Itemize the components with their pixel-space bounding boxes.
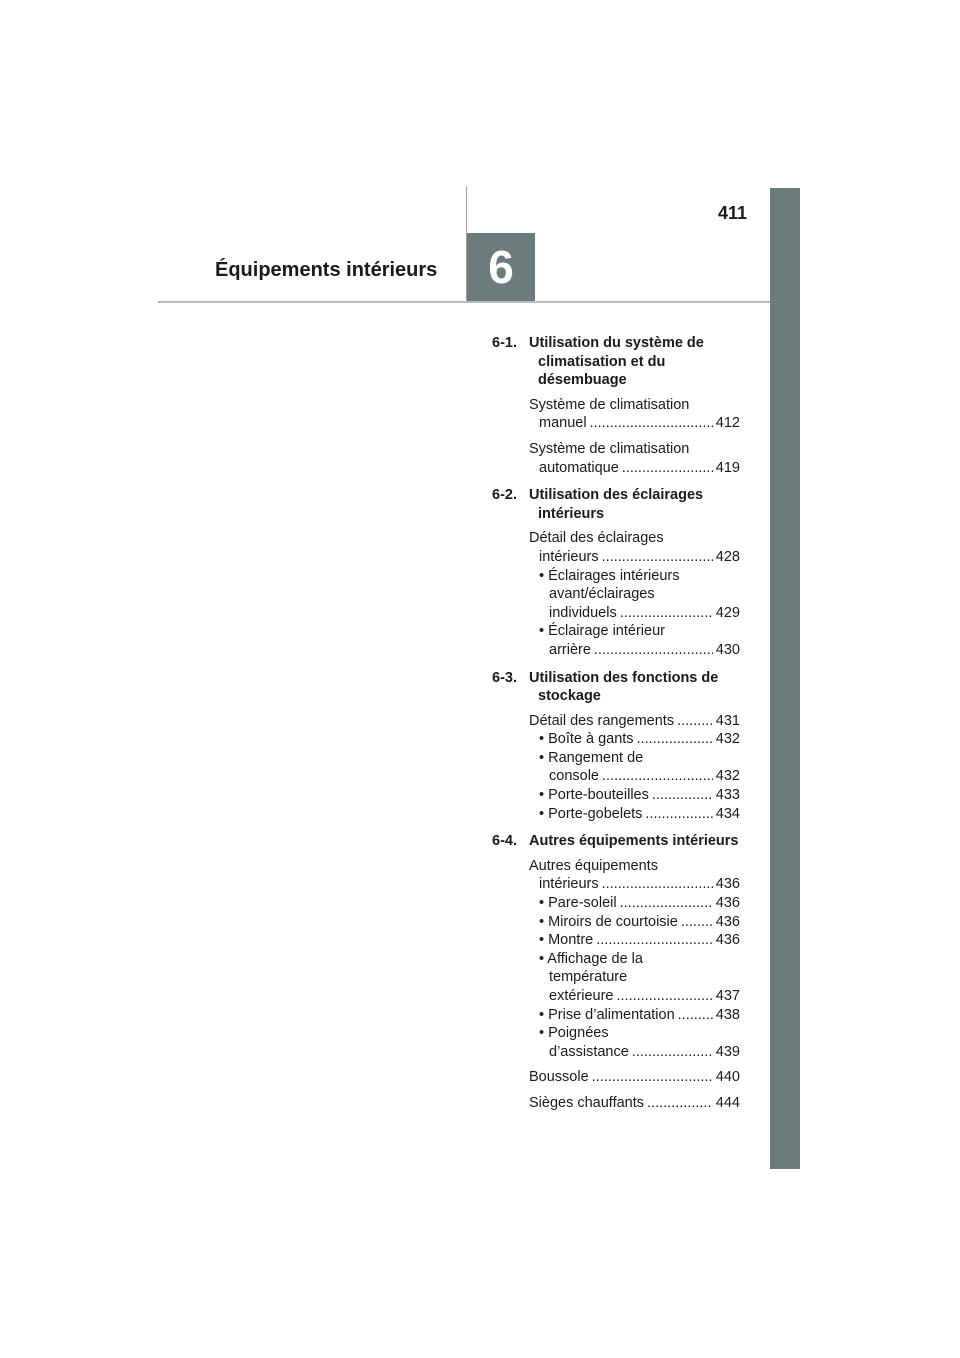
toc-page-number: 444 xyxy=(715,1094,740,1111)
toc-section-heading[interactable]: 6-2. Utilisation des éclairages intérieurs xyxy=(492,487,704,522)
toc-section-6-3 xyxy=(492,669,740,824)
toc-page-number: 434 xyxy=(715,805,740,822)
toc-entry[interactable]: Détail des rangements ..... 431 xyxy=(529,712,740,731)
toc-section-6-1 xyxy=(492,334,740,477)
toc-page-number: 433 xyxy=(715,787,740,804)
toc-page-number: 430 xyxy=(715,641,740,658)
toc-page-number: 440 xyxy=(715,1069,740,1086)
toc-page-number: 439 xyxy=(715,1043,740,1060)
toc-entry[interactable]: Système de climatisation manuel ..... 412 xyxy=(529,396,740,433)
toc-subentry[interactable]: • Porte-gobelets ..... 434 xyxy=(539,805,740,824)
toc-section-heading[interactable]: 6-3. Utilisation des fonctions de stockage xyxy=(492,669,719,705)
toc-section-6-2 xyxy=(492,486,740,659)
toc-page-number: 436 xyxy=(715,932,740,949)
toc-entry[interactable]: Boussole ..... 440 xyxy=(529,1068,740,1087)
toc-subentry[interactable]: • Poignées d’assistance ..... 439 xyxy=(539,1024,740,1061)
toc-subentry[interactable]: • Éclairages intérieurs avant/éclairages individuels ..... 429 xyxy=(539,567,740,623)
chapter-side-tab xyxy=(770,188,800,1169)
toc-entry[interactable]: Système de climatisation automatique ..... 419 xyxy=(529,440,740,477)
toc-subentry[interactable]: • Miroirs de courtoisie ..... 436 xyxy=(539,913,740,932)
toc-entry[interactable]: Détail des éclairages intérieurs ..... 428 xyxy=(529,529,740,566)
toc-page-number: 436 xyxy=(715,895,740,912)
toc-section-6-4 xyxy=(492,832,740,1112)
toc-page-number: 429 xyxy=(715,604,740,621)
toc-section-heading[interactable]: 6-4. Autres équipements intérieurs xyxy=(492,833,739,850)
toc-page-number: 412 xyxy=(715,415,740,432)
chapter-title: Équipements intérieurs xyxy=(215,259,438,281)
toc-subentry[interactable]: • Rangement de console ..... 432 xyxy=(539,749,740,786)
chapter-number-box: 6 xyxy=(467,233,535,301)
toc-subentry[interactable]: • Montre ..... 436 xyxy=(539,931,740,950)
toc-page-number: 438 xyxy=(715,1006,740,1023)
toc-page-number: 419 xyxy=(715,459,740,476)
toc-page-number: 428 xyxy=(715,548,740,565)
toc-subentry[interactable]: • Pare-soleil ..... 436 xyxy=(539,894,740,913)
toc-page-number: 431 xyxy=(715,712,740,729)
toc-page-number: 432 xyxy=(715,768,740,785)
toc-page-number: 436 xyxy=(715,876,740,893)
toc-page-number: 437 xyxy=(715,988,740,1004)
toc-page-number: 432 xyxy=(715,731,740,748)
table-of-contents xyxy=(492,334,740,1122)
toc-subentry[interactable]: • Boîte à gants ..... 432 xyxy=(539,730,740,749)
toc-section-heading[interactable]: 6-1. Utilisation du système de climatisation et du désembuage xyxy=(492,335,704,389)
toc-subentry[interactable]: • Affichage de la température extérieure ..... 437 xyxy=(539,950,740,1006)
toc-subentry[interactable]: • Porte-bouteilles ..... 433 xyxy=(539,786,740,805)
toc-entry[interactable]: Autres équipements intérieurs ..... 436 xyxy=(529,857,740,894)
toc-page-number: 436 xyxy=(715,913,740,930)
toc-entry[interactable]: Sièges chauffants ..... 444 xyxy=(529,1094,740,1113)
toc-subentry[interactable]: • Prise d’alimentation ..... 438 xyxy=(539,1006,740,1025)
header-rule xyxy=(158,301,770,303)
page-number: 411 xyxy=(718,203,748,223)
toc-subentry[interactable]: • Éclairage intérieur arrière ..... 430 xyxy=(539,622,740,659)
